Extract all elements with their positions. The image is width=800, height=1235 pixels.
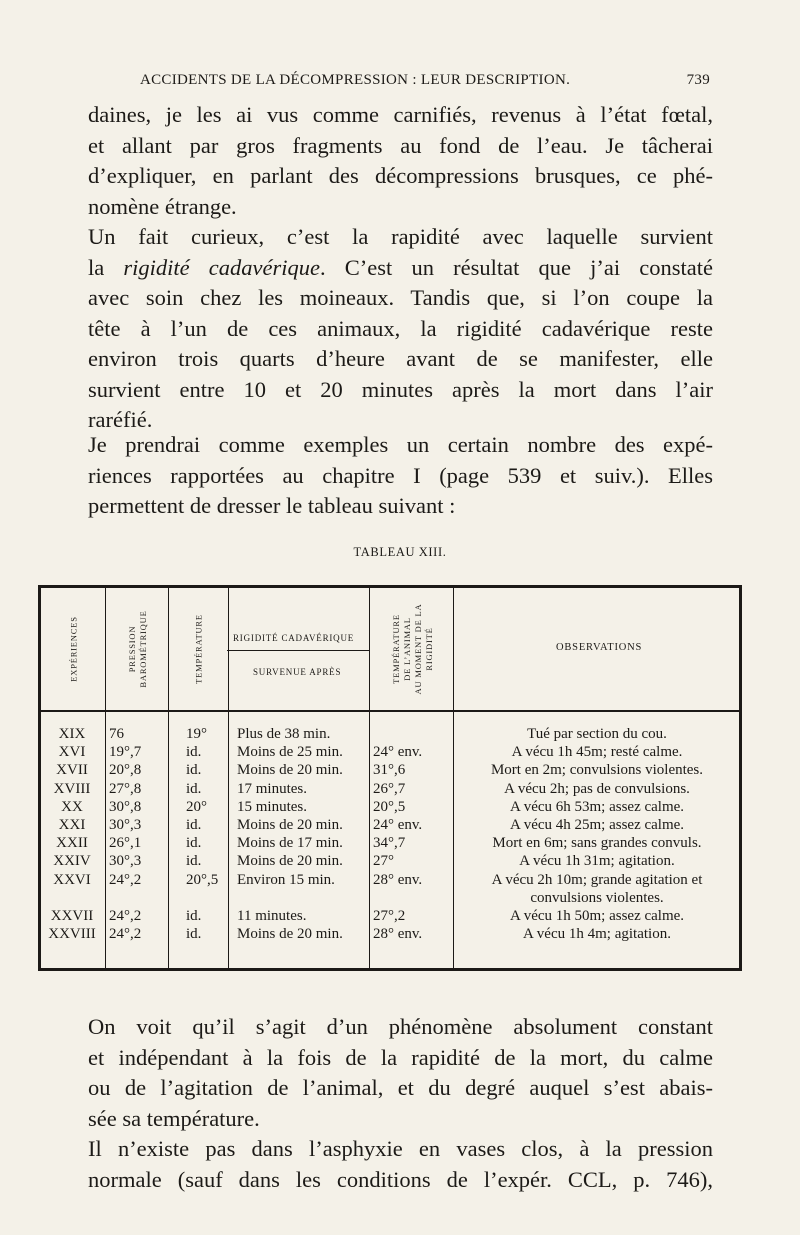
- header-temperature-animal: [391, 604, 435, 695]
- table-row: [41, 817, 739, 836]
- header-pression-line1: PRESSION: [127, 625, 137, 673]
- cell-observation: A vécu 1h 4m; agitation.: [523, 926, 671, 943]
- cell-temperature: id.: [186, 762, 202, 779]
- header-pression-line2: BAROMÉTRIQUE: [138, 610, 148, 688]
- text-line: survient entre 10 et 20 minutes après la mort dans l’air: [88, 376, 713, 402]
- text-segment: la: [88, 254, 124, 280]
- cell-observation: A vécu 1h 45m; resté calme.: [511, 744, 683, 761]
- data-table: [38, 585, 742, 971]
- table-row: [41, 853, 739, 872]
- table-header: [41, 588, 739, 712]
- header-pression: [127, 610, 149, 687]
- cell-temp-animal: 24° env.: [373, 744, 423, 761]
- cell-observation: Mort en 2m; convulsions violentes.: [490, 762, 704, 779]
- header-temp-animal-line3: AU MOMENT DE LA: [413, 603, 423, 695]
- cell-experience: XXVI: [53, 871, 91, 888]
- cell-experience: XX: [61, 798, 83, 815]
- text-line: tête à l’un de ces animaux, la rigidité cadavérique reste: [88, 315, 713, 341]
- cell-rigidite: 17 minutes.: [237, 780, 307, 797]
- cell-pression: 24°,2: [109, 871, 142, 888]
- text-line: environ trois quarts d’heure avant de se manifester, elle: [88, 346, 713, 371]
- cell-pression: 24°,2: [109, 908, 142, 924]
- cell-rigidite: Moins de 25 min.: [237, 744, 343, 761]
- paragraph-3: [88, 430, 713, 522]
- paragraph-2: [88, 222, 713, 436]
- cell-pression: 30°,3: [109, 853, 142, 870]
- cell-observation: A vécu 4h 25m; assez calme.: [509, 817, 685, 833]
- text-line: normale (sauf dans les conditions de l’expér. CCL, p. 746),: [88, 1166, 713, 1192]
- cell-experience: XXII: [56, 835, 88, 852]
- cell-rigidite: Moins de 17 min.: [237, 835, 343, 852]
- cell-observation: Mort en 6m; sans grandes convuls.: [492, 835, 702, 852]
- text-line: et indépendant à la fois de la rapidité de la mort, du calme: [88, 1044, 713, 1070]
- table-row: [41, 872, 739, 891]
- cell-observation: A vécu 2h; pas de convulsions.: [504, 780, 690, 797]
- paragraph-5: [88, 1134, 713, 1195]
- cell-temp-animal: 24° env.: [373, 817, 423, 833]
- cell-temperature: id.: [186, 835, 202, 852]
- text-line: riences rapportées au chapitre I (page 539 et suiv.). Elles: [88, 462, 713, 488]
- cell-rigidite: Environ 15 min.: [237, 871, 335, 888]
- text-line: daines, je les ai vus comme carnifiés, revenus à l’état fœtal,: [88, 102, 713, 127]
- table-row: [41, 762, 739, 781]
- text-line: Je prendrai comme exemples un certain nombre des expé-: [88, 432, 713, 457]
- text-line: [88, 253, 713, 284]
- cell-observation: Tué par section du cou.: [527, 726, 667, 742]
- paragraph-1: [88, 100, 713, 222]
- cell-experience: XVI: [58, 744, 86, 761]
- cell-temperature: id.: [186, 926, 202, 943]
- table-row: [41, 744, 739, 763]
- cell-experience: XXI: [58, 817, 86, 833]
- cell-rigidite: Moins de 20 min.: [237, 853, 343, 870]
- header-temperature: TEMPÉRATURE: [193, 614, 204, 684]
- text-line: ou de l’agitation de l’animal, et du degré auquel s’est abais-: [88, 1075, 713, 1100]
- cell-rigidite: Moins de 20 min.: [237, 926, 343, 943]
- cell-temp-animal: 34°,7: [373, 835, 406, 852]
- cell-experience: XXIV: [53, 853, 91, 870]
- cell-rigidite: 15 minutes.: [237, 798, 307, 815]
- cell-temperature: id.: [186, 744, 202, 761]
- cell-pression: 27°,8: [109, 780, 142, 797]
- cell-temp-animal: 27°,2: [373, 908, 406, 924]
- header-experiences: EXPÉRIENCES: [68, 616, 79, 682]
- cell-observation: A vécu 6h 53m; assez calme.: [509, 798, 685, 815]
- cell-temp-animal: 27°: [373, 853, 394, 870]
- text-line: nomène étrange.: [88, 193, 237, 219]
- text-line: avec soin chez les moineaux. Tandis que, si l’on coupe la: [88, 285, 713, 310]
- cell-pression: 19°,7: [109, 744, 142, 761]
- header-rigidite: RIGIDITÉ CADAVÉRIQUE: [233, 633, 355, 643]
- cell-experience: XXVII: [50, 908, 94, 924]
- text-line: et allant par gros fragments au fond de l’eau. Je tâcherai: [88, 132, 713, 158]
- text-line: Un fait curieux, c’est la rapidité avec laquelle survient: [88, 224, 713, 249]
- text-line: d’expliquer, en parlant des décompressions brusques, ce phé-: [88, 163, 713, 188]
- table-row: [41, 781, 739, 800]
- cell-observation: A vécu 1h 31m; agitation.: [519, 853, 675, 870]
- running-head-title: ACCIDENTS DE LA DÉCOMPRESSION : LEUR DESCRIPTION.: [140, 72, 571, 88]
- cell-temperature: 20°,5: [186, 871, 219, 888]
- cell-experience: XIX: [58, 726, 86, 742]
- cell-temp-animal: 28° env.: [373, 871, 423, 888]
- cell-experience: XVII: [56, 762, 88, 779]
- header-temp-animal-line2: DE L’ANIMAL: [402, 617, 412, 681]
- cell-pression: 24°,2: [109, 926, 142, 943]
- cell-observation-continued: convulsions violentes.: [530, 889, 664, 906]
- text-line: Il n’existe pas dans l’asphyxie en vases clos, à la pression: [88, 1136, 713, 1161]
- cell-observation: A vécu 1h 50m; assez calme.: [509, 908, 685, 924]
- text-line: raréfié.: [88, 407, 153, 432]
- cell-temp-animal: 28° env.: [373, 926, 423, 943]
- header-observations: OBSERVATIONS: [556, 642, 643, 653]
- cell-rigidite: 11 minutes.: [237, 908, 307, 924]
- cell-temperature: 19°: [186, 726, 207, 742]
- header-temp-animal-line1: TEMPÉRATURE: [391, 614, 401, 684]
- cell-pression: 30°,8: [109, 798, 142, 815]
- cell-rigidite: Plus de 38 min.: [237, 726, 331, 742]
- table-row: [41, 908, 739, 927]
- table-row: [41, 799, 739, 818]
- cell-observation: A vécu 2h 10m; grande agitation et: [491, 871, 703, 888]
- header-divider: [227, 650, 370, 651]
- cell-temperature: 20°: [186, 798, 207, 815]
- cell-experience: XVIII: [53, 780, 91, 797]
- cell-pression: 76: [109, 726, 124, 742]
- cell-rigidite: Moins de 20 min.: [237, 762, 343, 779]
- cell-rigidite: Moins de 20 min.: [237, 817, 343, 833]
- cell-temperature: id.: [186, 908, 202, 924]
- text-line: sée sa température.: [88, 1105, 260, 1131]
- cell-temperature: id.: [186, 780, 202, 797]
- page-number: 739: [686, 72, 710, 88]
- table-row: [41, 926, 739, 945]
- text-segment: . C’est un résultat que j’ai constaté: [320, 254, 713, 280]
- cell-temp-animal: 31°,6: [373, 762, 406, 779]
- table-caption: TABLEAU XIII.: [353, 545, 447, 559]
- header-survenue: SURVENUE APRÈS: [253, 667, 342, 677]
- table-row: [41, 835, 739, 854]
- table-row: [41, 726, 739, 745]
- emphasis-rigidite: rigidité cadavérique: [123, 254, 321, 280]
- cell-temp-animal: 26°,7: [373, 780, 406, 797]
- text-line: On voit qu’il s’agit d’un phénomène absolument constant: [88, 1014, 713, 1039]
- paragraph-4: [88, 1012, 713, 1134]
- text-line: permettent de dresser le tableau suivant :: [88, 493, 456, 518]
- header-temp-animal-line4: RIGIDITÉ: [424, 627, 434, 671]
- cell-pression: 30°,3: [109, 817, 142, 833]
- cell-pression: 26°,1: [109, 835, 142, 852]
- cell-temperature: id.: [186, 853, 202, 870]
- cell-pression: 20°,8: [109, 762, 142, 779]
- cell-temperature: id.: [186, 817, 202, 833]
- cell-experience: XXVIII: [48, 926, 96, 943]
- cell-temp-animal: 20°,5: [373, 798, 406, 815]
